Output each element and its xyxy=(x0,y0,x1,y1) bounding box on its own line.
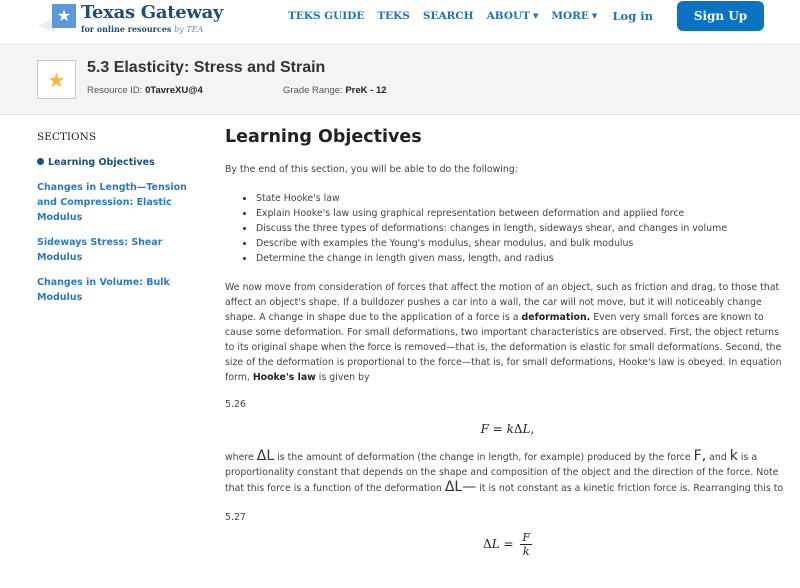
fraction-denominator: k xyxy=(522,545,530,558)
section-link-label: Learning Objectives xyxy=(48,157,155,168)
logo-title: Texas Gateway xyxy=(81,2,224,23)
sections-heading: SECTIONS xyxy=(37,131,97,143)
section-link-label: Changes in Length—Tension and Compression: Elastic Modulus xyxy=(37,182,187,223)
fraction xyxy=(520,531,532,558)
equation-rearranged xyxy=(225,531,790,558)
section-link-label: Sideways Stress: Shear Modulus xyxy=(37,237,163,263)
text-span: We now move from consideration of forces that affect the motion of an object, such as friction and drag, to those that affect an object's shape. If a bulldozer pushes a car into a wall, the car will not move, but it will noticeably change shape. A change in shape due to the application of a force is a xyxy=(225,282,780,323)
logo-subtitle-text: for online resources xyxy=(81,24,172,34)
main-content xyxy=(225,124,790,570)
grade-range xyxy=(283,85,387,97)
eq-symbol: Δ xyxy=(483,537,492,551)
eq-symbol: = xyxy=(499,537,518,551)
eq-symbol: F xyxy=(480,422,489,436)
nav-row xyxy=(288,1,764,31)
section-heading: Learning Objectives xyxy=(225,127,422,147)
eq-symbol: Δ xyxy=(513,422,523,436)
grade-range-label: Grade Range: xyxy=(283,85,343,96)
nav-about[interactable] xyxy=(487,9,539,23)
eq-symbol: L xyxy=(491,537,500,551)
star-icon: ★ xyxy=(52,4,76,28)
text-span: where xyxy=(225,452,257,463)
term-hookes-law: Hooke's law xyxy=(252,372,316,383)
intro-text: By the end of this section, you will be able to do the following: xyxy=(225,164,518,175)
texas-gateway-logo[interactable] xyxy=(38,3,238,35)
symbol-delta-l: ΔL xyxy=(256,448,275,464)
resource-id-value: 0TavreXU@4 xyxy=(145,85,203,96)
nav-teks-guide[interactable] xyxy=(288,9,364,23)
logo-text xyxy=(81,3,223,34)
objective-item: Determine the change in length given mass, length, and radius xyxy=(243,251,790,266)
section-link-label: Changes in Volume: Bulk Modulus xyxy=(37,277,170,303)
main-nav xyxy=(288,9,597,23)
term-deformation: deformation. xyxy=(521,312,591,323)
nav-search-label: SEARCH xyxy=(422,10,474,22)
eq-symbol: = xyxy=(488,422,507,436)
logo-subtitle xyxy=(81,24,223,34)
resource-header xyxy=(0,44,800,115)
top-navbar xyxy=(0,0,800,44)
chevron-down-icon: ▼ xyxy=(532,11,539,20)
objective-item: State Hooke's law xyxy=(243,191,790,206)
symbol-delta-l: ΔL— xyxy=(444,479,477,495)
nav-search[interactable] xyxy=(423,9,474,23)
text-span: it is not constant as a kinetic friction force is. Rearranging this to xyxy=(476,483,784,494)
symbol-k: k xyxy=(729,448,738,464)
fraction-numerator: F xyxy=(522,531,530,544)
logo-subtitle-by: by TEA xyxy=(174,25,204,34)
nav-more[interactable] xyxy=(551,9,597,23)
eq-symbol: , xyxy=(530,422,535,436)
equation-number: 5.26 xyxy=(225,399,246,410)
equation-hookes-law xyxy=(225,422,790,437)
section-link-learning-objectives[interactable] xyxy=(37,155,207,170)
grade-range-value: PreK - 12 xyxy=(345,85,387,96)
text-span: is the amount of deformation (the change in length, for example) produced by the force xyxy=(274,452,694,463)
text-span: is given by xyxy=(315,372,370,383)
active-dot-icon xyxy=(37,158,44,165)
nav-teks[interactable] xyxy=(377,9,410,23)
equation-number: 5.27 xyxy=(225,512,246,523)
login-link[interactable]: Log in xyxy=(612,9,653,23)
sections-nav xyxy=(37,155,207,315)
objective-item: Describe with examples the Young's modulus, shear modulus, and bulk modulus xyxy=(243,236,790,251)
favorite-button[interactable] xyxy=(37,60,76,99)
nav-teks-guide-label: TEKS GUIDE xyxy=(288,10,365,22)
paragraph-definitions xyxy=(225,449,790,496)
nav-more-label: MORE xyxy=(551,10,589,22)
objective-item: Discuss the three types of deformations: changes in length, sideways shear, and changes in volume xyxy=(243,221,790,236)
section-link-changes-in-length[interactable] xyxy=(37,180,207,225)
resource-title: 5.3 Elasticity: Stress and Strain xyxy=(87,59,326,76)
signup-button[interactable]: Sign Up xyxy=(677,1,764,31)
resource-id xyxy=(87,85,203,97)
symbol-f: F, xyxy=(693,448,707,464)
eq-symbol: L xyxy=(522,422,531,436)
paragraph-deformation xyxy=(225,280,790,385)
objective-item: Explain Hooke's law using graphical representation between deformation and applied force xyxy=(243,206,790,221)
text-span: is a proportionality constant that depends on the shape and composition of the object and the direction of the force. Note that this force is a function of the deformation xyxy=(225,452,779,494)
eq-symbol: k xyxy=(506,422,514,436)
text-span: and xyxy=(706,452,730,463)
section-link-bulk-modulus[interactable] xyxy=(37,275,207,305)
star-icon: ★ xyxy=(47,67,66,92)
section-link-shear-modulus[interactable] xyxy=(37,235,207,265)
objectives-list xyxy=(243,191,790,266)
chevron-down-icon: ▼ xyxy=(591,11,598,20)
resource-id-label: Resource ID: xyxy=(87,85,143,96)
nav-teks-label: TEKS xyxy=(377,10,410,22)
text-span: Even very small forces are known to cause some deformation. For small deformations, two important characteristics are observed. First, the object returns to its original shape when the force is removed—that is, the deformation is elastic for small deformations. Second, the size of the deformation is proportional to the force—that is, for small deformations, Hooke's law is obeyed. In equation form, xyxy=(225,312,782,383)
nav-about-label: ABOUT xyxy=(486,10,530,22)
